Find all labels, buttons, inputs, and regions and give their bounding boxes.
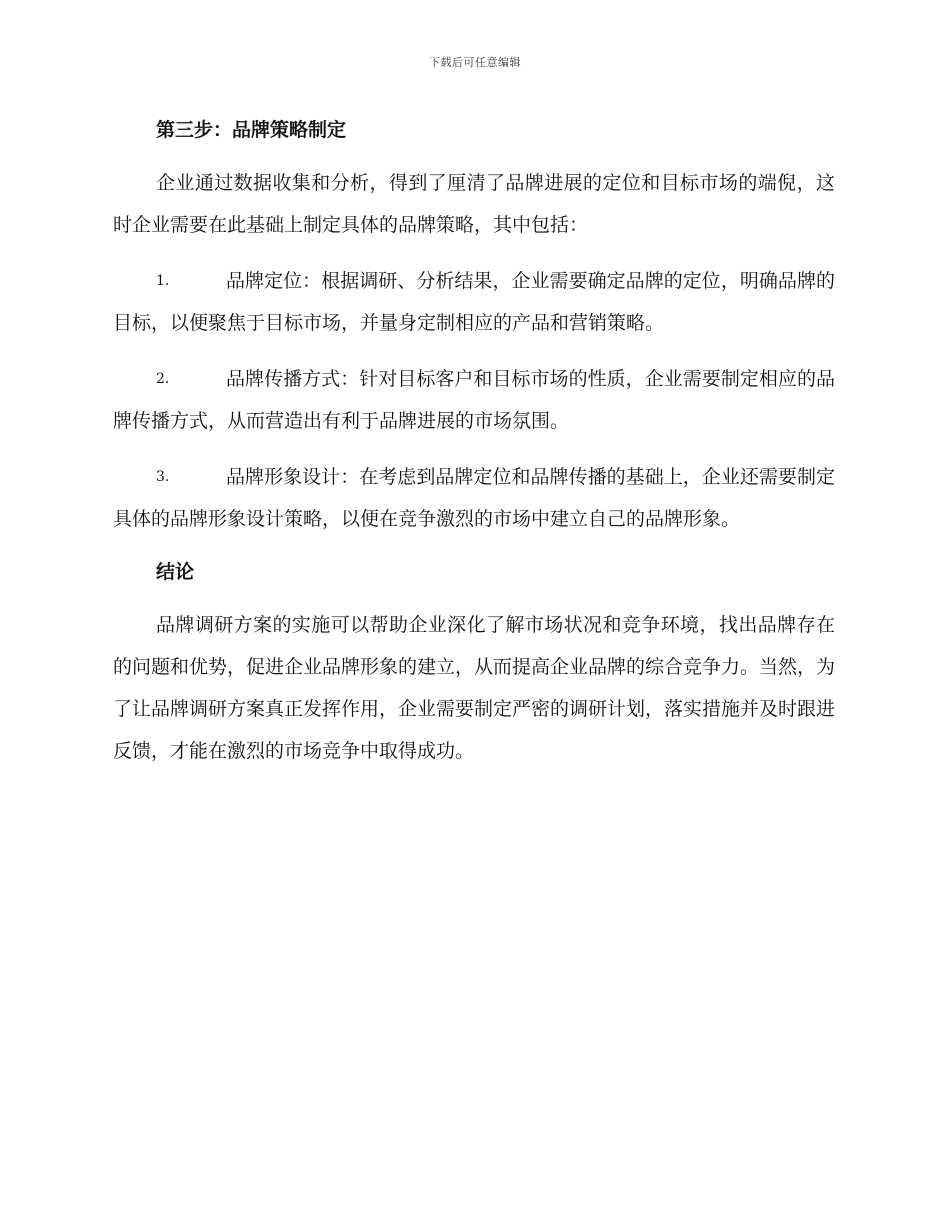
- document-body: [113, 112, 835, 786]
- list-item: [113, 358, 835, 442]
- list-item: [113, 456, 835, 540]
- conclusion-paragraph: 品牌调研方案的实施可以帮助企业深化了解市场状况和竞争环境，找出品牌存在的问题和优势，促进企业品牌形象的建立，从而提高企业品牌的综合竞争力。当然，为了让品牌调研方案真正发挥作用，企业需要制定严密的调研计划，落实措施并及时跟进反馈，才能在激烈的市场竞争中取得成功。: [113, 614, 836, 762]
- list-item-number: 2.: [156, 371, 170, 387]
- list-item: [113, 260, 835, 344]
- page-header: 下载后可任意编辑: [429, 56, 521, 69]
- section-heading-step3: 第三步：品牌策略制定: [156, 119, 347, 141]
- list-item-text: 品牌定位：根据调研、分析结果，企业需要确定品牌的定位，明确品牌的目标，以便聚焦于目标市场，并量身定制相应的产品和营销策略。: [113, 270, 835, 334]
- list-item-number: 1.: [156, 273, 170, 289]
- list-item-text: 品牌形象设计：在考虑到品牌定位和品牌传播的基础上，企业还需要制定具体的品牌形象设计策略，以便在竞争激烈的市场中建立自己的品牌形象。: [113, 466, 835, 530]
- step3-intro-paragraph: 企业通过数据收集和分析，得到了厘清了品牌进展的定位和目标市场的端倪，这时企业需要在此基础上制定具体的品牌策略，其中包括：: [113, 172, 835, 236]
- list-item-text: 品牌传播方式：针对目标客户和目标市场的性质，企业需要制定相应的品牌传播方式，从而营造出有利于品牌进展的市场氛围。: [113, 368, 835, 432]
- list-item-number: 3.: [156, 469, 170, 485]
- section-heading-conclusion: 结论: [156, 561, 195, 583]
